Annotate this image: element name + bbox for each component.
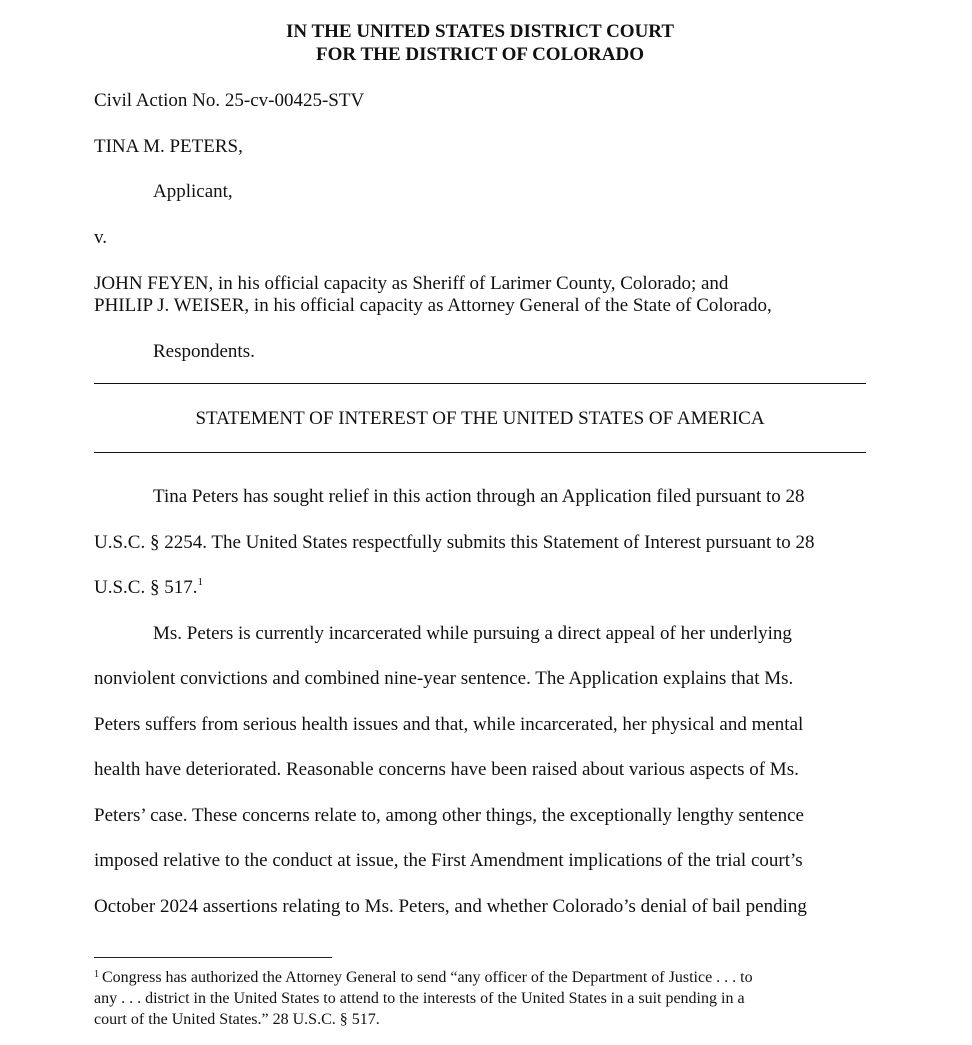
paragraph-2-line-4: health have deteriorated. Reasonable concerns have been raised about various aspects of Ms. — [94, 759, 799, 780]
paragraph-2-line-3: Peters suffers from serious health issues and that, while incarcerated, her physical and mental — [94, 713, 804, 735]
document-title: STATEMENT OF INTEREST OF THE UNITED STATES OF AMERICA — [195, 408, 765, 429]
applicant-role: Applicant, — [153, 181, 233, 202]
paragraph-2-line-1: Ms. Peters is currently incarcerated while pursuing a direct appeal of her underlying — [153, 622, 792, 644]
applicant-name: TINA M. PETERS, — [94, 136, 243, 157]
respondent-role: Respondents. — [153, 341, 255, 362]
footnote-line-2: any . . . district in the United States to attend to the interests of the United States in a suit pending in a — [94, 990, 745, 1007]
paragraph-2-line-6: imposed relative to the conduct at issue, the First Amendment implications of the trial court’s — [94, 850, 803, 871]
paragraph-2-line-7: October 2024 assertions relating to Ms. Peters, and whether Colorado’s denial of bail pending — [94, 895, 807, 917]
respondent-line-2: PHILIP J. WEISER, in his official capacity as Attorney General of the State of Colorado, — [94, 295, 772, 316]
document-body — [94, 474, 874, 929]
court-header — [0, 20, 960, 66]
footnote-line-1-text: Congress has authorized the Attorney General to send “any officer of the Department of Justice . . . to — [102, 969, 753, 986]
footnote-separator — [94, 957, 332, 958]
paragraph-1-line-3 — [94, 565, 874, 611]
paragraph-1-line-3-text: U.S.C. § 517. — [94, 577, 198, 598]
civil-action-number: Civil Action No. 25-cv-00425-STV — [94, 90, 365, 111]
footnote-marker: 1 — [94, 969, 99, 980]
paragraph-1-line-2: U.S.C. § 2254. The United States respectfully submits this Statement of Interest pursuant to 28 — [94, 531, 815, 553]
footnote-line-1 — [94, 967, 864, 988]
title-bottom-rule — [94, 452, 866, 453]
versus-label: v. — [94, 227, 108, 248]
court-name-line-1: IN THE UNITED STATES DISTRICT COURT — [285, 21, 675, 42]
title-top-rule — [94, 383, 866, 384]
paragraph-1-line-1: Tina Peters has sought relief in this action through an Application filed pursuant to 28 — [153, 486, 805, 507]
paragraph-2-line-2: nonviolent convictions and combined nine-year sentence. The Application explains that Ms. — [94, 668, 794, 689]
paragraph-2 — [94, 611, 874, 930]
paragraph-1 — [94, 474, 874, 611]
respondent-line-1: JOHN FEYEN, in his official capacity as Sheriff of Larimer County, Colorado; and — [94, 273, 729, 294]
court-name-line-2: FOR THE DISTRICT OF COLORADO — [316, 44, 644, 65]
footnote — [94, 967, 864, 1030]
footnote-line-3: court of the United States.” 28 U.S.C. § 517. — [94, 1011, 380, 1028]
paragraph-2-line-5: Peters’ case. These concerns relate to, among other things, the exceptionally lengthy sentence — [94, 804, 804, 826]
footnote-reference[interactable]: 1 — [197, 576, 203, 588]
